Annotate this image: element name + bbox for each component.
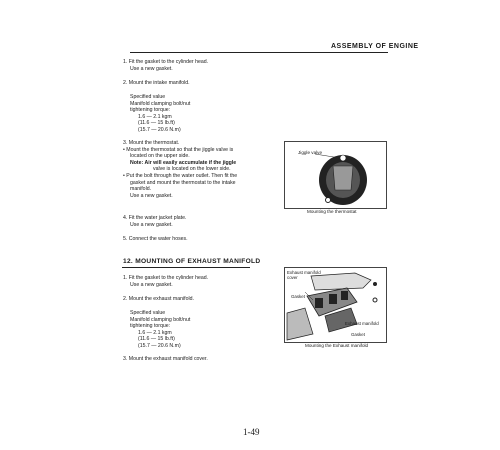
text-line: 1.6 — 2.1 kgm	[138, 329, 172, 336]
callout-gasket-upper: Gasket	[291, 294, 305, 299]
text-line: (15.7 — 20.6 N.m)	[138, 126, 181, 133]
text-line: 2. Mount the intake manifold.	[123, 80, 190, 86]
header-rule	[130, 52, 388, 53]
torque-spec-block	[130, 94, 190, 134]
exhaust-step-2-block	[123, 296, 194, 303]
text-line: Use a new gasket.	[130, 281, 173, 288]
page-number: 1-49	[243, 427, 260, 437]
exhaust-step-3-block	[123, 356, 208, 363]
text-line: Manifold clamping bolt/nut	[130, 316, 191, 323]
note-line: Note: Air will easily accumulate if the jiggle	[130, 159, 237, 166]
callout-gasket-lower: Gasket	[351, 332, 365, 337]
step-5-block	[123, 236, 188, 243]
text-line: located on the upper side.	[130, 153, 190, 160]
callout-exhaust-manifold: Exhaust manifold	[345, 321, 379, 326]
text-line: Use a new gasket.	[130, 221, 173, 228]
thermostat-figure	[284, 141, 387, 209]
text-line: Specified value	[130, 310, 166, 316]
callout-jiggle-valve: Jiggle valve	[298, 150, 323, 155]
text-line: 1. Fit the gasket to the cylinder head.	[123, 275, 209, 281]
text-line: manifold.	[130, 186, 152, 193]
text-line: 4. Fit the water jacket plate.	[123, 215, 187, 221]
text-line: gasket and mount the thermostat to the intake	[130, 179, 236, 186]
page-header-title: ASSEMBLY OF ENGINE	[331, 43, 419, 50]
text-line: 2. Mount the exhaust manifold.	[123, 296, 194, 302]
section-12-title: 12. MOUNTING OF EXHAUST MANIFOLD	[123, 258, 261, 265]
exhaust-caption: Mounting the Exhaust manifold	[305, 343, 369, 348]
text-line: Manifold clamping bolt/nut	[130, 100, 191, 107]
text-line: (15.7 — 20.6 N.m)	[138, 342, 181, 349]
step-1-block	[123, 59, 208, 72]
text-line: Use a new gasket.	[130, 65, 173, 72]
callout-exhaust-manifold-cover: Exhaust manifold cover	[287, 270, 321, 280]
text-line: 3. Mount the thermostat.	[123, 140, 180, 146]
step-3-block	[123, 140, 237, 199]
exhaust-step-1-block	[123, 275, 208, 288]
text-line: 1. Fit the gasket to the cylinder head.	[123, 59, 209, 65]
text-line: tightening torque:	[130, 323, 171, 330]
section-rule	[122, 267, 250, 268]
text-line: • Put the bolt through the water outlet. Then fit the	[123, 172, 238, 179]
text-line: Specified value	[130, 94, 166, 100]
text-line: Use a new gasket.	[130, 192, 173, 199]
text-line: valve is located on the lower side.	[153, 166, 231, 173]
text-line: tightening torque:	[130, 107, 171, 114]
text-line: 5. Connect the water hoses.	[123, 236, 188, 242]
step-2-block	[123, 80, 190, 87]
thermostat-caption: Mounting the thermostat	[307, 209, 357, 214]
text-line: (11.6 — 15 lb.ft)	[138, 120, 175, 127]
exhaust-figure	[284, 267, 387, 343]
text-line: (11.6 — 15 lb.ft)	[138, 336, 175, 343]
text-line: • Mount the thermostat so that the jiggle valve is	[123, 146, 234, 153]
text-line: 3. Mount the exhaust manifold cover.	[123, 356, 208, 362]
exhaust-torque-spec-block	[130, 310, 190, 350]
text-line: 1.6 — 2.1 kgm	[138, 113, 172, 120]
step-4-block	[123, 215, 186, 228]
